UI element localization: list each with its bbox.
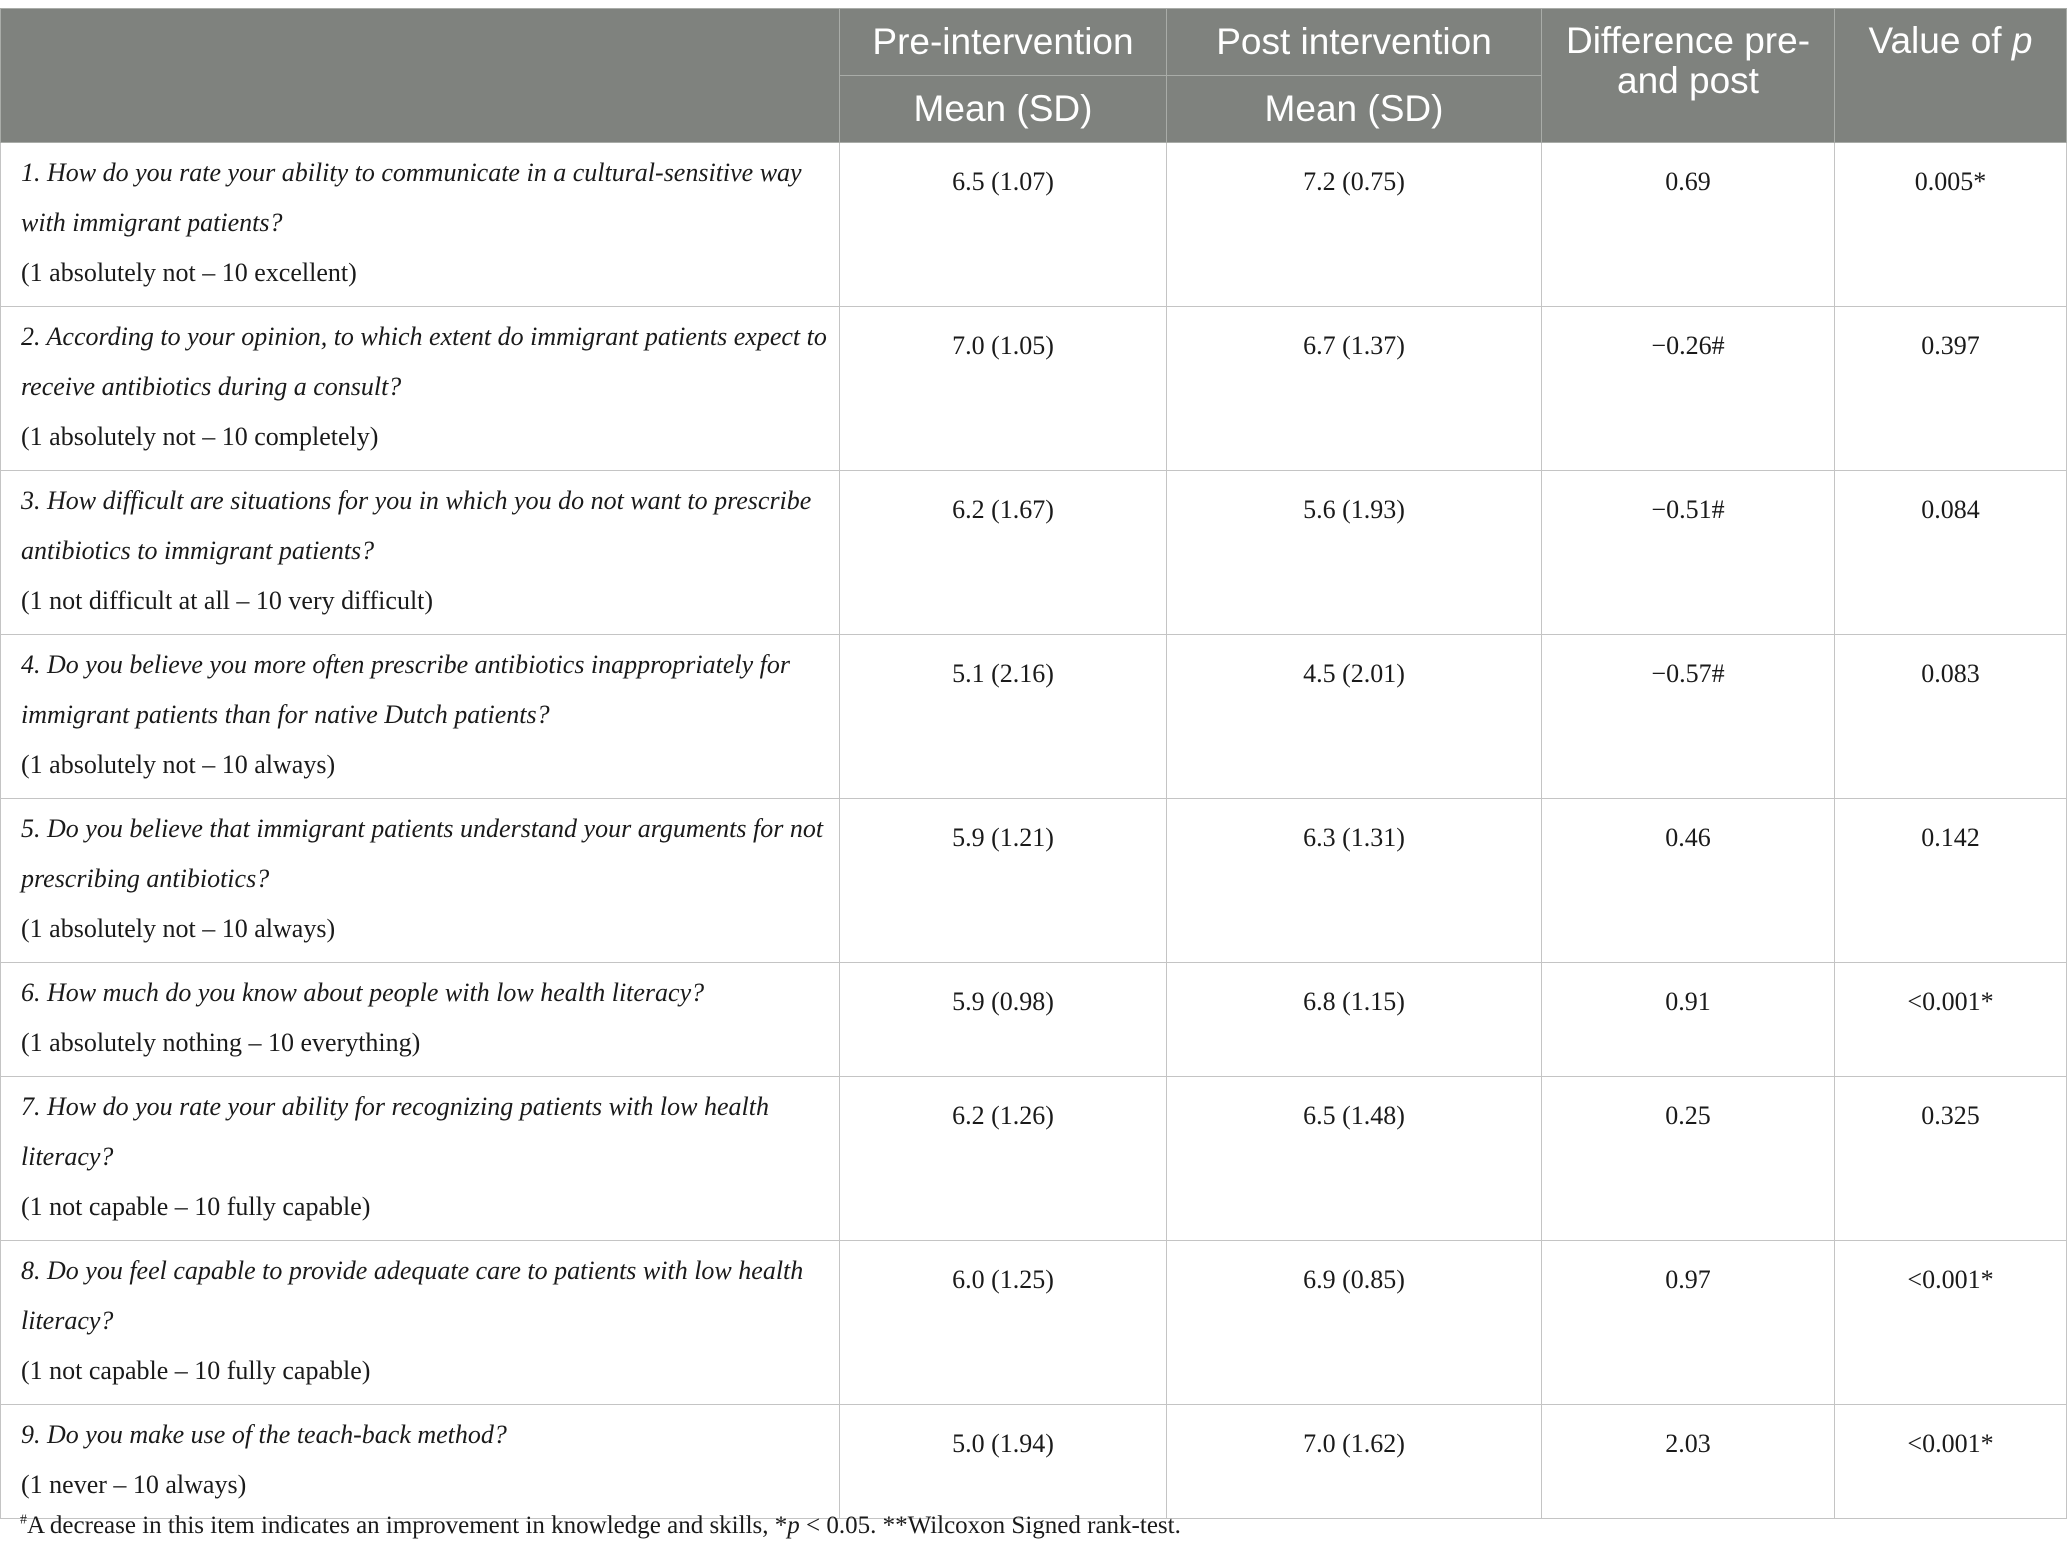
footnote-text-part2: < 0.05. **Wilcoxon Signed rank-test. [799,1512,1181,1539]
header-post-intervention: Post intervention [1167,9,1542,76]
question-cell [1,1241,840,1405]
p-value: <0.001* [1835,963,2067,1077]
table-row [1,1241,2067,1405]
difference-value: 2.03 [1542,1405,1835,1519]
footnote-text-part1: A decrease in this item indicates an improvement in knowledge and skills, * [27,1512,788,1539]
post-value: 6.8 (1.15) [1167,963,1542,1077]
question-text: 3. How difficult are situations for you in which you do not want to prescribe antibiotics to immigrant patients? [21,486,812,565]
table-row [1,1077,2067,1241]
table-row [1,307,2067,471]
post-value: 6.7 (1.37) [1167,307,1542,471]
question-text: 6. How much do you know about people with low health literacy? [21,978,705,1007]
pre-value: 6.2 (1.26) [840,1077,1167,1241]
question-cell [1,635,840,799]
question-text: 5. Do you believe that immigrant patients understand your arguments for not prescribing antibiotics? [21,814,824,893]
question-cell [1,143,840,307]
post-value: 6.9 (0.85) [1167,1241,1542,1405]
question-text: 2. According to your opinion, to which extent do immigrant patients expect to receive antibiotics during a consult? [21,322,827,401]
p-value: 0.084 [1835,471,2067,635]
difference-value: 0.25 [1542,1077,1835,1241]
question-text: 7. How do you rate your ability for recognizing patients with low health literacy? [21,1092,769,1171]
header-post-mean-sd: Mean (SD) [1167,76,1542,143]
scale-text: (1 absolutely not – 10 always) [21,750,336,779]
header-p-variable: p [2011,20,2033,61]
p-value: 0.005* [1835,143,2067,307]
difference-value: −0.51# [1542,471,1835,635]
table-row [1,799,2067,963]
question-text: 1. How do you rate your ability to communicate in a cultural-sensitive way with immigrant patients? [21,158,802,237]
pre-value: 6.2 (1.67) [840,471,1167,635]
p-value: 0.083 [1835,635,2067,799]
difference-value: 0.91 [1542,963,1835,1077]
post-value: 6.5 (1.48) [1167,1077,1542,1241]
question-text: 4. Do you believe you more often prescribe antibiotics inappropriately for immigrant patients than for native Dutch patients? [21,650,791,729]
p-value: 0.325 [1835,1077,2067,1241]
difference-value: 0.46 [1542,799,1835,963]
scale-text: (1 absolutely not – 10 excellent) [21,258,357,287]
question-text: 9. Do you make use of the teach-back method? [21,1420,507,1449]
scale-text: (1 not difficult at all – 10 very difficult) [21,586,434,615]
pre-value: 5.9 (1.21) [840,799,1167,963]
p-value: <0.001* [1835,1405,2067,1519]
scale-text: (1 absolutely nothing – 10 everything) [21,1028,421,1057]
results-table [0,8,2067,1519]
table-row [1,963,2067,1077]
header-empty-cell [1,9,840,143]
pre-value: 6.0 (1.25) [840,1241,1167,1405]
question-cell [1,471,840,635]
pre-value: 5.1 (2.16) [840,635,1167,799]
scale-text: (1 not capable – 10 fully capable) [21,1356,371,1385]
pre-value: 7.0 (1.05) [840,307,1167,471]
difference-value: −0.26# [1542,307,1835,471]
p-value: 0.397 [1835,307,2067,471]
post-value: 5.6 (1.93) [1167,471,1542,635]
question-text: 8. Do you feel capable to provide adequate care to patients with low health literacy? [21,1256,804,1335]
question-cell [1,963,840,1077]
header-p-value [1835,9,2067,143]
header-difference: Difference pre- and post [1542,9,1835,143]
pre-value: 6.5 (1.07) [840,143,1167,307]
question-cell [1,1077,840,1241]
table-footnote [20,1512,1181,1540]
scale-text: (1 never – 10 always) [21,1470,247,1499]
table-row [1,1405,2067,1519]
difference-value: 0.97 [1542,1241,1835,1405]
post-value: 4.5 (2.01) [1167,635,1542,799]
header-pre-mean-sd: Mean (SD) [840,76,1167,143]
table-row [1,143,2067,307]
question-cell [1,1405,840,1519]
post-value: 7.0 (1.62) [1167,1405,1542,1519]
header-pre-intervention: Pre-intervention [840,9,1167,76]
p-value: <0.001* [1835,1241,2067,1405]
p-value: 0.142 [1835,799,2067,963]
header-row-top [1,9,2067,76]
difference-value: 0.69 [1542,143,1835,307]
post-value: 7.2 (0.75) [1167,143,1542,307]
footnote-p-variable: p [787,1512,800,1539]
table-row [1,471,2067,635]
pre-value: 5.9 (0.98) [840,963,1167,1077]
header-p-value-prefix: Value of [1868,20,2012,61]
scale-text: (1 absolutely not – 10 completely) [21,422,379,451]
difference-value: −0.57# [1542,635,1835,799]
question-cell [1,307,840,471]
scale-text: (1 absolutely not – 10 always) [21,914,336,943]
pre-value: 5.0 (1.94) [840,1405,1167,1519]
scale-text: (1 not capable – 10 fully capable) [21,1192,371,1221]
table-row [1,635,2067,799]
question-cell [1,799,840,963]
post-value: 6.3 (1.31) [1167,799,1542,963]
footnote-mark: # [20,1512,27,1528]
